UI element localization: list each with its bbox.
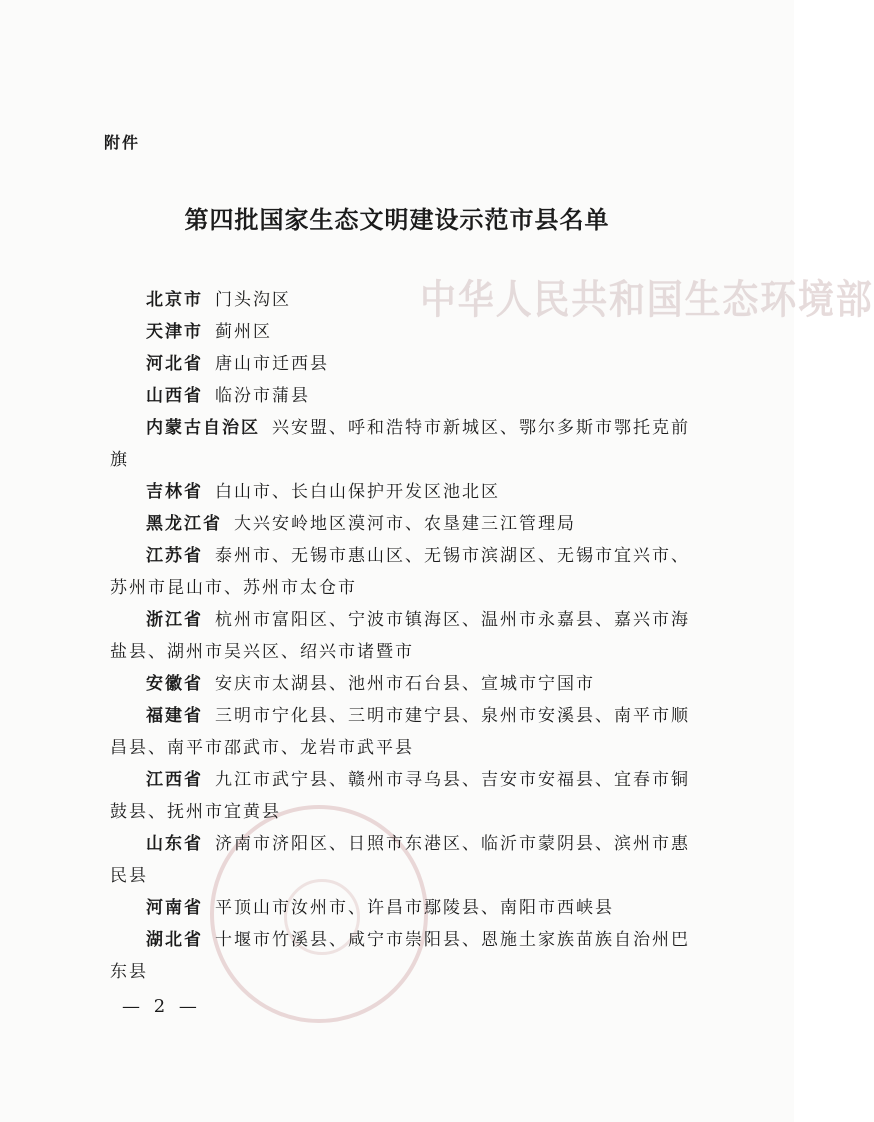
- province-label: 黑龙江省: [146, 514, 222, 534]
- province-label: 福建省: [146, 706, 203, 726]
- province-label: 山东省: [146, 834, 203, 854]
- places-text: 济南市济阳区、日照市东港区、临沂市蒙阴县、滨州市惠民县: [110, 834, 690, 886]
- province-label: 山西省: [146, 386, 203, 406]
- list-item: [110, 764, 700, 828]
- places-text: 泰州市、无锡市惠山区、无锡市滨湖区、无锡市宜兴市、苏州市昆山市、苏州市太仓市: [110, 546, 690, 598]
- bleed-through-text: 中华人民共和国生态环境部: [420, 276, 874, 323]
- list-item: [110, 348, 700, 380]
- page-title: 第四批国家生态文明建设示范市县名单: [184, 205, 610, 234]
- list-item: [110, 508, 700, 540]
- province-label: 浙江省: [146, 610, 203, 630]
- places-text: 白山市、长白山保护开发区池北区: [215, 482, 500, 502]
- attachment-label: 附件: [104, 133, 141, 152]
- places-text: 三明市宁化县、三明市建宁县、泉州市安溪县、南平市顺昌县、南平市邵武市、龙岩市武平县: [110, 706, 690, 758]
- places-text: 平顶山市汝州市、许昌市鄢陵县、南阳市西峡县: [215, 898, 614, 918]
- province-label: 湖北省: [146, 930, 203, 950]
- list-item: [110, 892, 700, 924]
- province-label: 内蒙古自治区: [146, 418, 260, 438]
- places-text: 十堰市竹溪县、咸宁市崇阳县、恩施土家族苗族自治州巴东县: [110, 930, 690, 982]
- places-text: 杭州市富阳区、宁波市镇海区、温州市永嘉县、嘉兴市海盐县、湖州市吴兴区、绍兴市诸暨市: [110, 610, 690, 662]
- region-list: [110, 284, 700, 988]
- list-item: [110, 668, 700, 700]
- places-text: 唐山市迁西县: [215, 354, 329, 374]
- list-item: [110, 604, 700, 668]
- page-number: — 2 —: [122, 996, 201, 1017]
- list-item: [110, 380, 700, 412]
- list-item: [110, 700, 700, 764]
- list-item: [110, 476, 700, 508]
- province-label: 天津市: [146, 322, 203, 342]
- list-item: [110, 924, 700, 988]
- places-text: 兴安盟、呼和浩特市新城区、鄂尔多斯市鄂托克前旗: [110, 418, 690, 470]
- places-text: 蓟州区: [215, 322, 272, 342]
- places-text: 门头沟区: [215, 290, 291, 310]
- list-item: [110, 540, 700, 604]
- province-label: 河北省: [146, 354, 203, 374]
- province-label: 吉林省: [146, 482, 203, 502]
- province-label: 北京市: [146, 290, 203, 310]
- places-text: 临汾市蒲县: [215, 386, 310, 406]
- places-text: 九江市武宁县、赣州市寻乌县、吉安市安福县、宜春市铜鼓县、抚州市宜黄县: [110, 770, 690, 822]
- province-label: 安徽省: [146, 674, 203, 694]
- province-label: 河南省: [146, 898, 203, 918]
- list-item: [110, 284, 700, 316]
- places-text: 安庆市太湖县、池州市石台县、宣城市宁国市: [215, 674, 595, 694]
- list-item: [110, 316, 700, 348]
- places-text: 大兴安岭地区漠河市、农垦建三江管理局: [234, 514, 576, 534]
- province-label: 江苏省: [146, 546, 203, 566]
- province-label: 江西省: [146, 770, 203, 790]
- list-item: [110, 412, 700, 476]
- list-item: [110, 828, 700, 892]
